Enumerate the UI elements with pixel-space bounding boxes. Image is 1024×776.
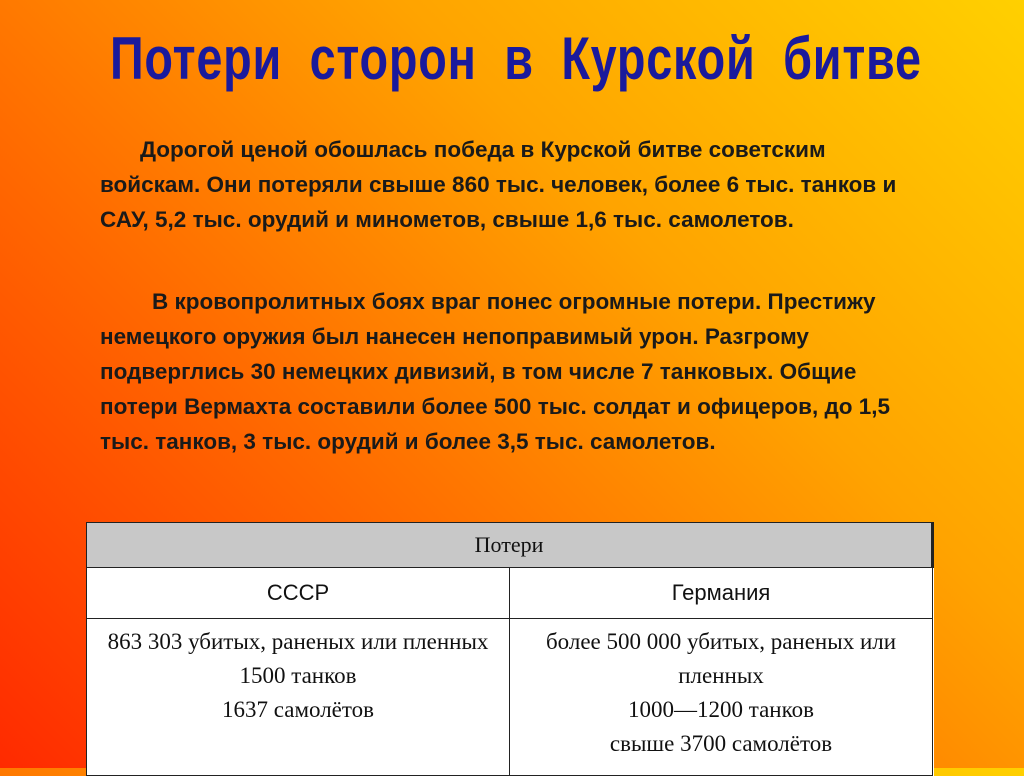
paragraph-german-losses: В кровопролитных боях враг понес огромные потери. Престижу немецкого оружия был нанесен непоправимый урон. Разгрому подверглись 30 немецких дивизий, в том числе 7 танковых. Общие потери Вермахта составили более 500 тыс. солдат и офицеров, до 1,5 тыс. танков, 3 тыс. орудий и более 3,5 тыс. самолетов. — [100, 289, 891, 454]
table-row — [87, 619, 933, 776]
table-header-row — [87, 523, 933, 568]
table-columns-row — [87, 568, 933, 619]
paragraph-soviet-losses: Дорогой ценой обошлась победа в Курской битве советским войскам. Они потеряли свыше 860 тыс. человек, более 6 тыс. танков и САУ, 5,2 тыс. орудий и минометов, свыше 1,6 тыс. самолетов. — [100, 137, 897, 232]
slide-title: Потери сторон в Курской битве — [110, 25, 922, 92]
cell-ussr-losses — [87, 619, 510, 776]
ussr-aircraft: 1637 самолётов — [222, 697, 374, 722]
germany-personnel: более 500 000 убитых, раненых или пленных — [545, 629, 897, 688]
ussr-tanks: 1500 танков — [239, 663, 357, 688]
column-ussr: СССР — [87, 568, 510, 619]
cell-germany-losses — [510, 619, 933, 776]
column-germany: Германия — [510, 568, 933, 619]
germany-aircraft: свыше 3700 самолётов — [609, 731, 833, 756]
losses-table — [86, 522, 934, 776]
ussr-personnel: 863 303 убитых, раненых или пленных — [107, 629, 489, 654]
germany-tanks: 1000—1200 танков — [628, 697, 814, 722]
table-header: Потери — [87, 523, 933, 568]
